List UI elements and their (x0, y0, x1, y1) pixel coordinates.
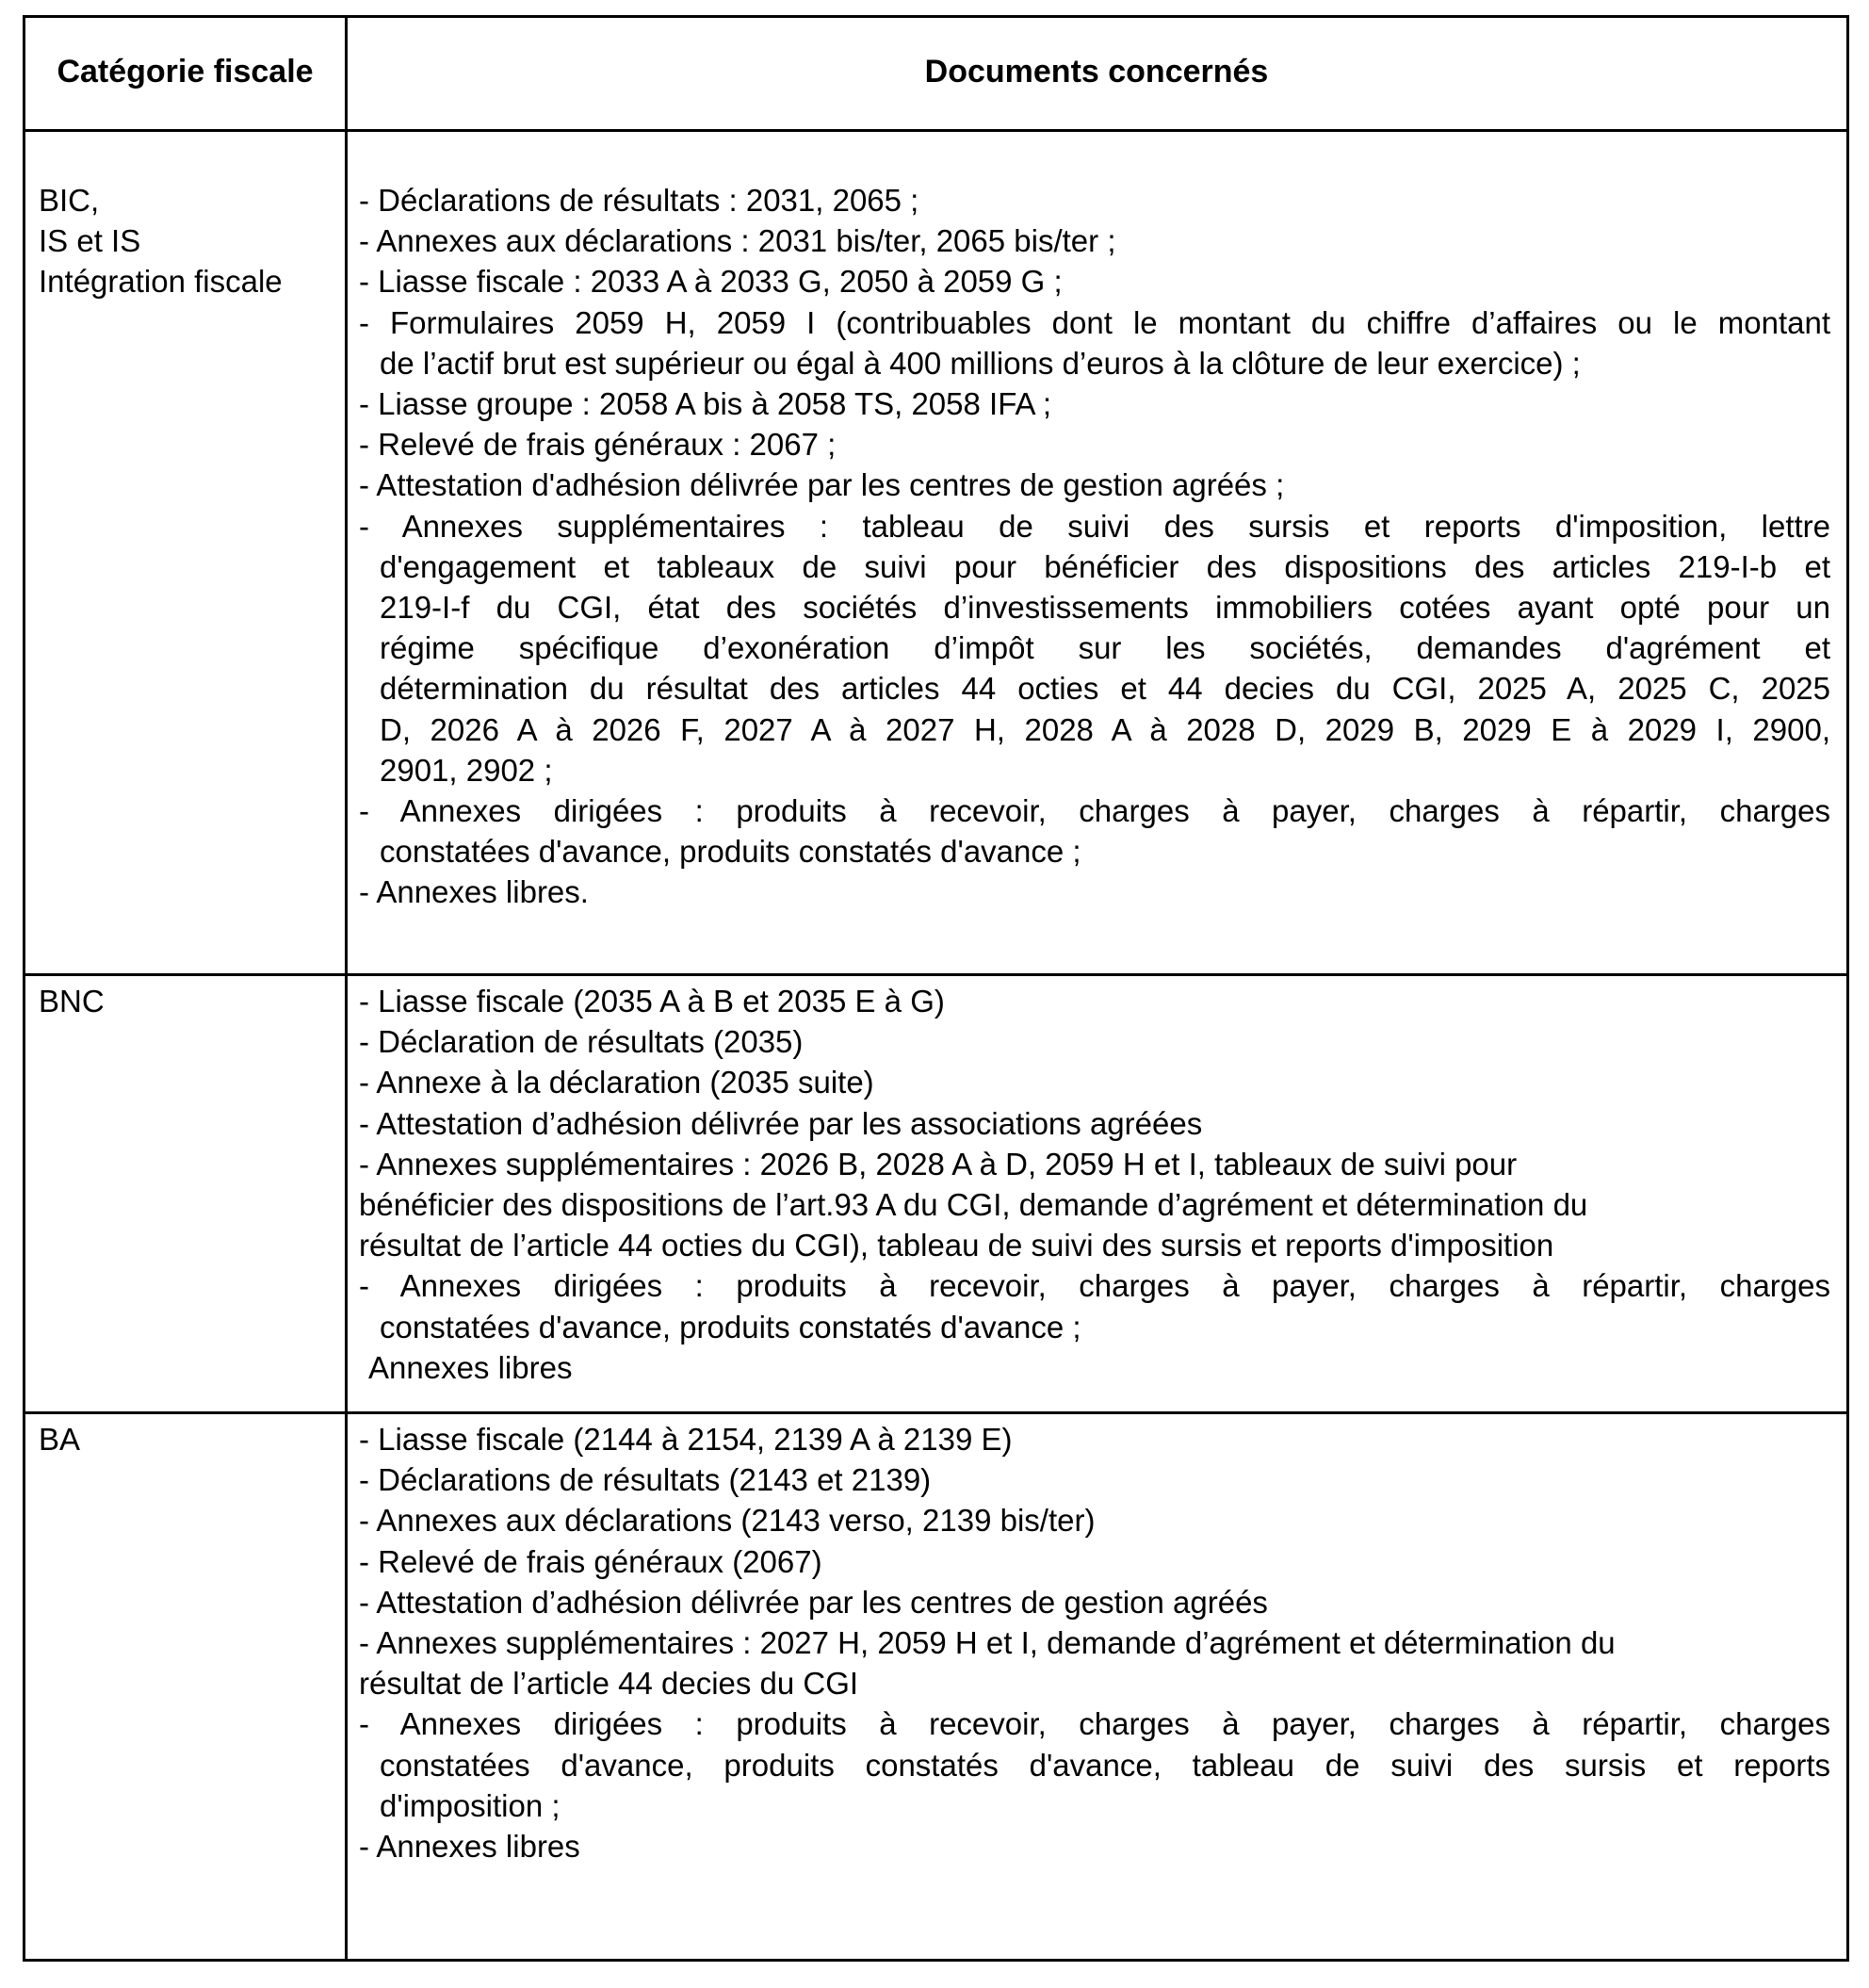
document-line: - Annexes dirigées : produits à recevoir, charges à payer, charges à répartir, charges (359, 1706, 1830, 1742)
document-line: régime spécifique d’exonération d’impôt sur les sociétés, demandes d'agrément et (380, 630, 1830, 666)
category-line: BNC (39, 984, 105, 1018)
category-cell-bic-is (39, 180, 340, 302)
column-divider (345, 18, 348, 1959)
document-line: - Déclarations de résultats (2143 et 2139) (359, 1462, 932, 1498)
document-line: - Déclaration de résultats (2035) (359, 1024, 804, 1060)
document-line: - Relevé de frais généraux (2067) (359, 1543, 822, 1579)
document-line: - Annexes aux déclarations (2143 verso, 2139 bis/ter) (359, 1503, 1096, 1539)
document-line: - Annexes dirigées : produits à recevoir, charges à payer, charges à répartir, charges (359, 793, 1830, 829)
document-line: 2901, 2902 ; (380, 752, 553, 788)
document-line: - Annexes aux déclarations : 2031 bis/ter, 2065 bis/ter ; (359, 223, 1116, 259)
document-line: constatées d'avance, produits constatés d'avance, tableau de suivi des sursis et reports (380, 1747, 1830, 1783)
document-line: résultat de l’article 44 decies du CGI (359, 1666, 859, 1702)
document-line: détermination du résultat des articles 44 octies et 44 decies du CGI, 2025 A, 2025 C, 2025 (380, 671, 1830, 707)
document-line: - Liasse fiscale : 2033 A à 2033 G, 2050 à 2059 G ; (359, 264, 1063, 300)
document-line: - Attestation d’adhésion délivrée par les associations agréées (359, 1105, 1203, 1141)
document-line: - Annexe à la déclaration (2035 suite) (359, 1065, 874, 1100)
header-documents: Documents concernés (924, 54, 1269, 90)
category-line: Intégration fiscale (39, 264, 283, 300)
category-line: BIC, (39, 183, 100, 218)
document-line: - Annexes libres. (359, 874, 589, 910)
header-category: Catégorie fiscale (57, 54, 314, 90)
document-line: - Annexes libres (359, 1829, 580, 1865)
document-line: d'imposition ; (380, 1787, 561, 1823)
row-divider-2 (25, 1411, 1846, 1414)
document-line: - Annexes supplémentaires : 2027 H, 2059 H et I, demande d’agrément et détermination du (359, 1625, 1616, 1661)
document-line: de l’actif brut est supérieur ou égal à 400 millions d’euros à la clôture de leur exercice) ; (380, 345, 1581, 381)
document-line: - Formulaires 2059 H, 2059 I (contribuables dont le montant du chiffre d’affaires ou le montant (359, 304, 1830, 340)
documents-cell-bic-is (359, 180, 1830, 913)
row-divider-1 (25, 973, 1846, 976)
document-line: D, 2026 A à 2026 F, 2027 A à 2027 H, 2028 A à 2028 D, 2029 B, 2029 E à 2029 I, 2900, (380, 711, 1830, 747)
document-line: résultat de l’article 44 octies du CGI), tableau de suivi des sursis et reports d'imposition (359, 1228, 1554, 1263)
document-line: Annexes libres (368, 1349, 573, 1385)
category-cell-bnc (39, 981, 340, 1021)
tax-documents-table (23, 15, 1849, 1962)
document-line: - Annexes supplémentaires : tableau de suivi des sursis et reports d'imposition, lettre (359, 508, 1830, 544)
category-line: IS et IS (39, 223, 141, 259)
documents-cell-ba (359, 1419, 1830, 1866)
document-line: - Relevé de frais généraux : 2067 ; (359, 427, 837, 463)
document-line: - Liasse groupe : 2058 A bis à 2058 TS, 2058 IFA ; (359, 386, 1052, 422)
category-line: BA (39, 1422, 81, 1457)
document-line: - Liasse fiscale (2144 à 2154, 2139 A à 2139 E) (359, 1422, 1013, 1457)
document-line: - Liasse fiscale (2035 A à B et 2035 E à G) (359, 984, 945, 1018)
document-line: - Annexes dirigées : produits à recevoir, charges à payer, charges à répartir, charges (359, 1268, 1830, 1304)
document-line: - Déclarations de résultats : 2031, 2065 ; (359, 183, 919, 218)
category-cell-ba (39, 1419, 340, 1459)
document-line: constatées d'avance, produits constatés d'avance ; (380, 1309, 1081, 1344)
document-line: bénéficier des dispositions de l’art.93 A du CGI, demande d’agrément et détermination du (359, 1187, 1588, 1223)
header-divider (25, 129, 1846, 132)
document-line: 219-I-f du CGI, état des sociétés d’investissements immobiliers cotées ayant opté pour un (380, 590, 1830, 626)
document-line: - Attestation d’adhésion délivrée par les centres de gestion agréés (359, 1584, 1268, 1620)
document-line: d'engagement et tableaux de suivi pour bénéficier des dispositions des articles 219-I-b et (380, 548, 1830, 584)
document-line: - Annexes supplémentaires : 2026 B, 2028 A à D, 2059 H et I, tableaux de suivi pour (359, 1146, 1518, 1181)
documents-cell-bnc (359, 981, 1830, 1388)
document-line: constatées d'avance, produits constatés d'avance ; (380, 834, 1081, 870)
document-line: - Attestation d'adhésion délivrée par les centres de gestion agréés ; (359, 467, 1285, 503)
